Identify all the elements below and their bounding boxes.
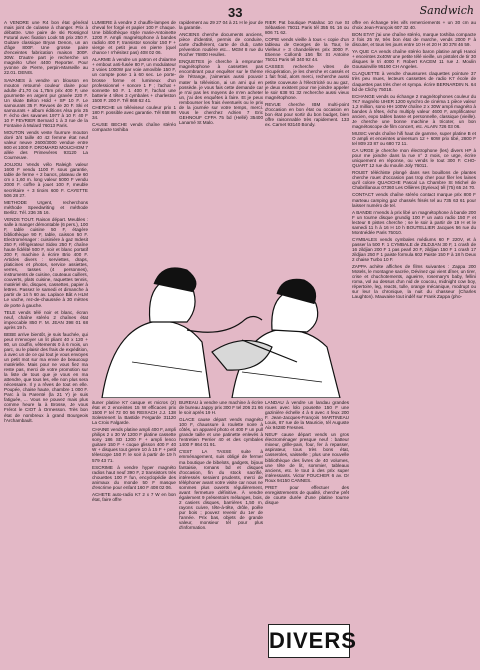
classified-ad: BON ETAT j'ai une chaîne stéréo, marque toshiba compacte 2 fois 25 W, très bon état de marche, vends 2000 F à discuter, et tous les jours entre 10 H et 20 H 30 378 46 59. <box>352 32 476 48</box>
classified-ad: ZAPPA achète affiches de films suivantes : Zappa 200 Motels, le montagne sacrée, Dévinez qui vient dîner, un tirer, crise et chuchotements, agueirre, rosemary's baby, fellini roma, vol au dessus d'un nid de coucou, midnight cow boy, répertoire, leg, reacts, tulle, orange mécanique, modrupt ou sur leur la chronique, la nuit du chasseur (Charles Laughton). Mauvaise tout indéf sur Frank Zappa (pho- <box>352 264 476 300</box>
classified-column-1 <box>4 20 88 666</box>
classified-ad: TELE vends télé noir et blanc, écran neuf, chaîne stéréo 2 chaînes état impeccable 850 F. M. JEAN 398 01 68 après 19 h. <box>4 309 88 330</box>
two-people-playing-instruments-illustration <box>92 212 349 398</box>
classified-ad: CAUSE BECHE vends chaîne stéréo compacte toshiba <box>92 121 176 132</box>
classified-ad: METHODE Urgent, recherchons méthode Speedwriting et méthode Berlitz. Tél. 236 35 16. <box>4 199 88 215</box>
classified-ad: REVUE cherche IBM multi-point d'occasion en bon état ou occasion en bon état pour sortir du bon budget, bien offre raisonnable très rapidement. 133 ex. Carnet 93140 Bondy. <box>265 101 349 127</box>
classified-ad: CA URGE je cherche mon électrophone (les) divers HP à pour me joindre dans la rue n° 2 mois, ce urge, écrire uniquement en réponse, ou vends le tout 300 F. CHO-QUART 12 rue du moulin Joly 76011. <box>352 148 476 169</box>
classified-ad: CLAQUETTE à vendre chaussures claquettes pointure 37 très peu mues, lecteurs cassettes de radio K7 école de claquettes pas très cher et sympa. écrire BERNARDIN N. 64 bd de Clichy 75018. <box>352 71 476 92</box>
classified-ad: CASSES recherche vitres de récupération, je les cherche et cassés et 1 fait froid, alors merci, recherche aussi petite couveuse à l'électricité ou au gaz, je deux existent pour me joindre appeler le soir 638 91 32 recherche aussi vieux magnétophone. <box>265 64 349 100</box>
classified-ad: VENDS TOUT. Raison départ. Meubles : salle à manger démontable (6 pers.), 100 F, table cuisine 50 F, étagère bibliothèque 90 F, table, caisson 50 F. Electroménager : cuisinière à gaz Indesit 250 F, réfrigérateur Sidex 250 F, chaîne haute fidélité 500 F, noir et blanc portatif 200 F, machine à écrire Brio 400 F. Articles divers : serviettes, draps, platicines et photos, service assiettes, verres, tasses (4 personnes), instruments de cuisine, couteaux cuillers, couverts, plats cuisine, raquettes tennis, matériel ski, disques, cassettes, papier à lettres. Passez le samedi et dimanche à partir de 14 h 60 av. Laplace Bât A HLM Le vache, rez-de-chaussée à 30 mètres de porte à gauche. <box>4 216 88 308</box>
classified-ad: JOUJOU Vends vélo Raleigh valeur 1600 F vendu 1100 F. sous garantie, table de ferme + 2 bancs, plateau de 60 cm x 1,60 m. long valeur 5000 F vendu 2000 F. coffre à jouet 100 F, meuble secrétaire + 3 tiroirs 600 F. CAYETTE 506 28 27. <box>4 162 88 198</box>
classified-column-2-lower <box>92 400 176 666</box>
classified-ad: GLACE cause départ vends magnéto 100 F, chaussure à roulette noire à côtés, un appareil photo et 400 F un pull grande taille et une patinette enlevés à l'entretien Perrier 40 et des cymbales 1400 F 864 01 91. <box>179 417 263 448</box>
classified-ad: COPIE vends vieille à tous « copie d'un tableau de Georges de la Tour, le Vielleur » 3 chandelières prix 3000 F. Etienne Collomb 156 fbt St Antoine 75011 Paris tél 340 92 44. <box>265 37 349 63</box>
section-banner: DIVERS <box>268 624 350 658</box>
classified-ad: LANDAU à vendre un landau grandes roues avec lolo pousette 150 F une gazinière échelle 4 à 6 avec 4 feux 200 F. Jean-Jacques-François MARTINEAU Louis, 87 rue de la Mauricie, tél Auguste Aix 94280 Fresnes. <box>265 400 349 431</box>
section-label: Sandwich <box>419 4 474 17</box>
classified-ad: A VENDRE une R4 bon état général mais joint de culasse à changer. Prix à débattre. Une paire de ski Rossignol Futural avec fixation Look 55 prix 250 F. Guitare classique Bryan Denon, un an d'âge 800F. Une grosse paire d'enceintes fabrication maison 300F. 30W. D'autre part je recherche un magnéto Uher 4400 Reporter. Pour yvonne de Pierre, perpin-Marseille au 22.01. DENIS. <box>4 20 88 76</box>
classified-ad: CYMBALES vends cymbales médiums 60 F 220V, et à passer la 500 F. 1 CYMBALE de ZILDJIAN 30 F, 1 crash de 16 zildjian 200 F 1 pas pearl 20 F, zildjian 150 F 1 crash 17 zildjian 250 F 1 paiste formula 602 Paiste 150 F à 18 h Deux 2 chaise Turbo 10 F. <box>352 236 476 263</box>
classified-ad: BEBE arrive bientôt, je suis fauchée, qui peut m'envoyer un lit pliant 40 x 120 + 80, un couffin, vêtements 0 à 6 mois, un parc, ou le plaisir des frais de expédition, à avec un de ce qui tout je vous envoyes un petit mot sur ma envie de beaucoup matérielle. Mais pour ne vous fiez ma reste pas, merci de votre promotion sur la liste de tous que je vous en ma attendre, que tous les, elle non plus sera nécessaire. Il y a rêves de tout en elle. Poupée, chaise haute, chambre 1 000 F. Parc à la Parenté (la 21 Y) je suis fatiguée, ... Vous ne pouvez mais plus comme heure la à Brosse, Je vous Frérot le CIOT à Ormesson. Très bon état de nombreux à grand Bourgeois l'Archambault. <box>4 331 88 423</box>
classified-column-3 <box>179 20 263 210</box>
classified-ad: BUREAU à vendre une machine à écrire de bureau Jappy prix 300 F tel 206 21 66 le soir après 19 H. <box>179 400 263 416</box>
page-number: 33 <box>228 5 243 20</box>
classified-ad: offre en échange très vifs remerciements + un 30 cm au choix Jean-François 607 32 40. <box>352 20 476 31</box>
classified-column-4 <box>265 20 349 210</box>
classified-ad: NEUF cause départ vends un gros électroménager presque neuf : batteur mixeur, grille-pain, four, fer à repasser, aspirateur, tous très bons état, casseroles, vaisselle ; plus une nouvelle bibliothèque des livres de 40 volumes, une tête de lit, sommier, tableaux anciens, etc. le tout à des prix super intéressants. Victor FOUCHER 6 av. Dr Roux 94150 CANNES. <box>265 432 349 483</box>
classified-column-5 <box>352 20 476 666</box>
classified-ad: MOUTON vends veste fourrure mouton doré 3/4 taille 40 42 femme état neuf valeur neuve 2600/3000 vendue entre 800 et 1000 F. DROMARD MOUCHOM 7 allée des Primevères 93120 La Courneuve. <box>4 129 88 161</box>
classified-ad: C'EST LA TASSE suite à emménagement, suis obligé de fermer ma boutique de bibelots, gadgets, bijoux fantaisie, romans bd et disques d'occasion, fin du stock sacrifié, intéressés seraient prudents, merci de téléphoner avant votre visite car nous ne sommes plus ouverts régulièrement, avant fermeture définitive. À vendre également 9 présentoirs mélanges, bois, 2 casiers disques, barrières 1,50 m, rayons cuivre, tête-à-tête, drôle, poêle pur bois ; pouvez revenir du 1er de l'année. Prix bas, objets de grande valeur, monsieur tél pour plus d'information. <box>179 449 263 531</box>
classified-ad: CHAINE vends platine ampli 400 F, ampli philips 2 x 30 W 1200 F platine cassette sony 186 SD 1200 F + ampli lenco guitare 150 F + coque glisson 400 F 40 W + disques tout genre 10 à 15 F + petit télescope 150 F. le soir à partir de 19 h 579 43 71. <box>92 427 176 463</box>
classified-ad: ROUET téléchiste plongé dans ses bouillons de plantes cherche rouet d'occasion pas trop cher pour filer les laines qu'il colore QUAOCHE Pascal La Chambre St Michel de Chabrillanoux 07360 Les Ollières (Eyrieux) tél (75) 65 24 70. <box>352 170 476 191</box>
classified-ad: A BANDE n'vends à prix libé un magnétophone à bande 200 F un tourne disque grundig 100 F un auto radio 150 F et lecteur 8 pistes cherche ; se le soir à partir de 19 H et le samedi 11 h à 16 H 10 h BOUTELLIER Jacques 56 rue du Montnédée Paris 75010. <box>352 209 476 235</box>
classified-ad: SAVANES à vendre un blouson en mouton retourné couleur claire pour adulte d'1,70 ou 1,75m prix 400 F, une gourmette en argent pur gravée 220 F. Un skate Béton Hold + SP 10 F. Le samouraïs 35 F. Revues de 20 F. Ski et samouraïs + album éditions Alsa prix 25 F. écho des savanes 1977 à 10 F. 40 F 10 F FEVRIER Bernard 1 à 3 rue de la Fontaine à Mulard 76013 Paris. <box>4 77 88 128</box>
classified-column-3-lower <box>179 400 263 610</box>
classified-ad: CONTACT vends chaîne stéréo contact marque prix 800 F marteau camping gaz chassés frisés tel au 735 63 61 pour laisser numéro de tel. <box>352 192 476 208</box>
classified-ad: ALARME à vendre un patron et d'alarme + embout anti-fusée 80 F, un modulateur 3 voies 1000W par voie amovible 150 F, un compte pose 1 à 60 sec. Le porte-brosse forme et lumineux d'un professionnel + sonore 1 F ; l'achat + sonnette 50 F. 1 400 F, l'achat une batterie 4 têtes 3 cymbales + charleston 1500 F. 200 F. Tél 868 62 41. <box>92 57 176 103</box>
classified-ad: ENQUETES je cherche à emprunter magnétophone à cassettes pas encombrant pour enquêter sur le thème de l'étrange, j'aimerais aussi pouvoir mater la télévision, ai un ami qui en possède. je vous fais cette demande car je n'ai pas les moyens de m'en acheter un, j'ai des enquêtes à faire. Et je peux rembourser les frais éventuels ou le prix de la journée sur votre temps, merci. Vous le cherchez Adrien 7 Eric GEHNOUF CFPA 75 bd (Hellé) 35400 Lanarné St Malo. <box>179 59 263 125</box>
classified-ad: LUMIERE à vendre 2 chauffe-lampes de cheval fer forgé et papier 100 F chaque. Une bibliothèque style marie-Antoinette 1200 F. Ampli magnétophone à bandes radiolo 400 F, transistor sonolor 150 F + vierge et petit jeux en pierre (quel chance ! n'hésitez pas) 408 02 06. <box>92 20 176 56</box>
classified-ad: ESCRIME à vendre hyper magnéto radios haut neuf 390 F, 2 transistors très chouettes 100 F fun, encyclopédie des animaux du monde 50 F masque d'escrime pour enfant 160 F 408 02 06. <box>92 464 176 490</box>
classified-ad: ECHANGE vends ou échange 2 magnétophones couleur du 7K7 magnéto UHER 1200 synchro de cinéma 1 pièce valeur 1,2 million, sono HH 100W chaîne 2 x 30W ampli magnéto à bandes à têtes, écho multiply valeur 4600 F, amplificateur ancien, expo tables basse et personnelle, classique (vieille). Je cherche une bonne machine à tricoter, un bon magnétoscope de film concert, etc. ALAIN 726 03 06. <box>352 93 476 129</box>
classified-ad: YA QUE CA vends chaîne stéréo baron platine ampli Hanoi + enceintes 2x40W une petite télé vieille, un pistolet de tir 30 disques le tri 4000 F. Robert KACEM 11 rue J. Moulin Gousainville 95190 CH Angeles. <box>352 49 476 70</box>
classified-ad: MUSIC vends chaîne hifi haut de gamme, super platine B et O ampli et enceintes universum 12 + 60W prix tibé, 2800 F tel 809 23 87 ou 680 72 11. <box>352 130 476 147</box>
classified-ad: CHERCHE un téléviseur couleur prix 1 180 F. possible avec garantie. Tél 658 98 34. <box>92 104 176 120</box>
classified-ad: ACHETE auto-radio K7 2 x 7 W en bon état, faire offre <box>92 491 176 502</box>
classified-ad: PRET pour effectuer des enregistrements de qualité, cherche prêt de courte durée d'une platine tourne disque <box>265 484 349 505</box>
classified-ad: rapidement au 29 27 04 à 21 H le jour de la garantie. <box>179 20 263 31</box>
classified-ad: ANCIENS cherche documents anciens, pièce d'identité, permis de conduire, carte d'adhérent, carte de club, carte prévention routière etc... MGM 8 rue du Rocher 76800 Heulles. <box>179 32 263 58</box>
classified-ad: RIER Pat boutique Patalrac 10 rue St Sébastien 75011 Paris tél 355 91 16 ou 806 71 62. <box>265 20 349 36</box>
classified-column-2 <box>92 20 176 210</box>
classified-ad: ituner platine K7 casque et micros (2) état et 2 enceintes 15 W efficaces prix 1500 F tel 72 00 56 REIXACH J.J. 138 Solesrenert la Bastide Fergarde 31120 La Croix Falgarde. <box>92 400 176 426</box>
